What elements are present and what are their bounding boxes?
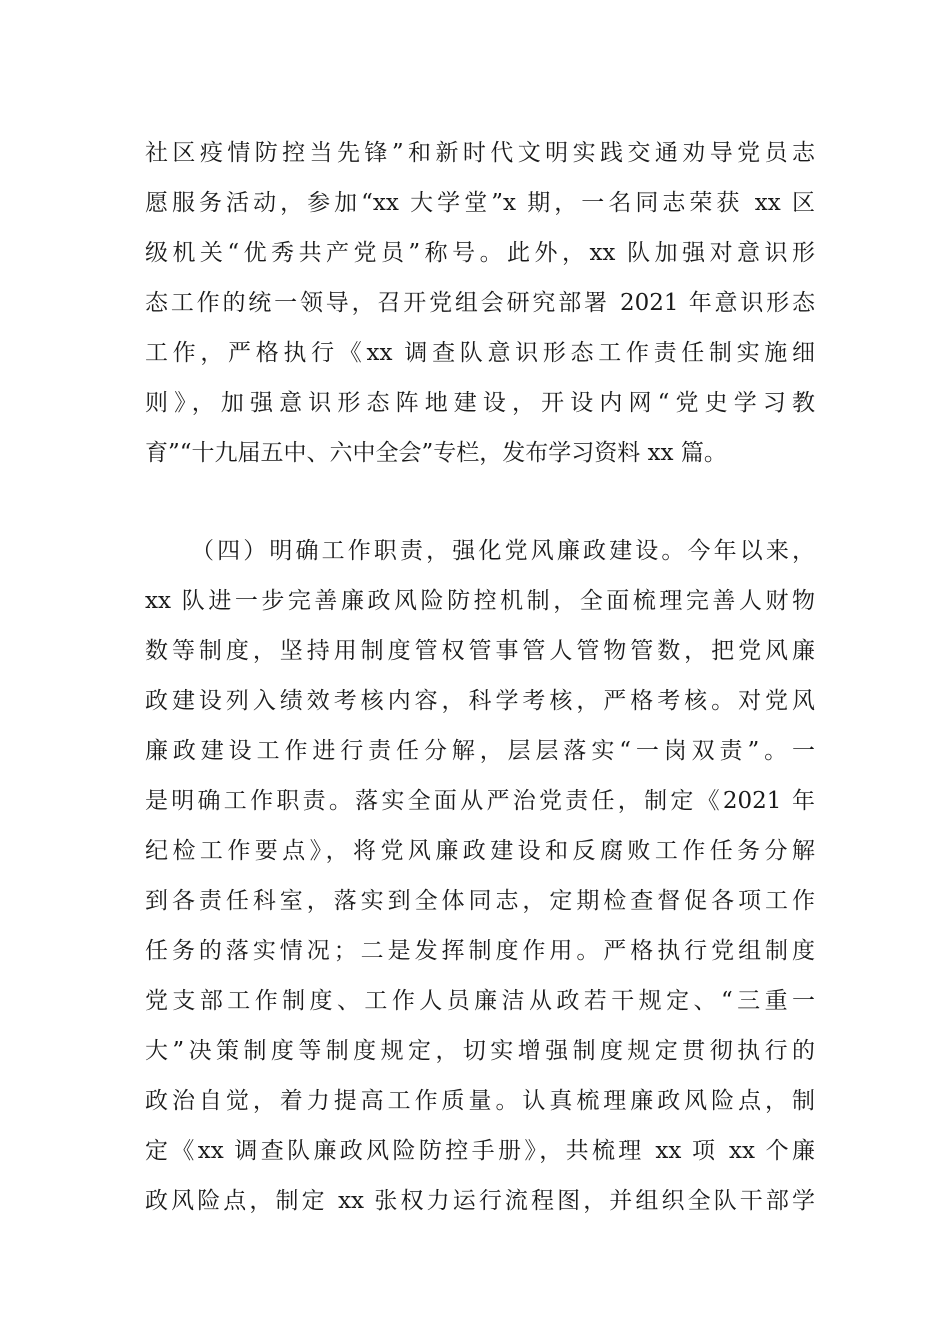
- text-line: 工作，严格执行《xx 调查队意识形态工作责任制实施细: [145, 340, 815, 366]
- text-line: 纪检工作要点》，将党风廉政建设和反腐败工作任务分解: [145, 838, 815, 864]
- text-line: 大”决策制度等制度规定，切实增强制度规定贯彻执行的: [145, 1038, 815, 1064]
- text-line: xx 队进一步完善廉政风险防控机制，全面梳理完善人财物: [145, 588, 815, 614]
- text-line: 态工作的统一领导，召开党组会研究部署 2021 年意识形态: [145, 290, 815, 316]
- text-line: 党支部工作制度、工作人员廉洁从政若干规定、“三重一: [145, 988, 815, 1014]
- text-line: 育”“十九届五中、六中全会”专栏，发布学习资料 xx 篇。: [145, 440, 727, 466]
- text-line: [145, 1226, 815, 1276]
- text-line: 级机关“优秀共产党员”称号。此外，xx 队加强对意识形: [145, 240, 815, 266]
- paragraph-section-four: [145, 526, 815, 1276]
- text-line: 愿服务活动，参加“xx 大学堂”x 期，一名同志荣获 xx 区: [145, 190, 815, 216]
- text-line: 定《xx 调查队廉政风险防控手册》，共梳理 xx 项 xx 个廉: [145, 1138, 815, 1164]
- text-line: 政治自觉，着力提高工作质量。认真梳理廉政风险点，制: [145, 1088, 815, 1114]
- text-line: 到各责任科室，落实到全体同志，定期检查督促各项工作: [145, 888, 815, 914]
- paragraph-ideology-work: [145, 128, 815, 478]
- text-line: 任务的落实情况；二是发挥制度作用。严格执行党组制度: [145, 938, 815, 964]
- section-heading-line: （四）明确工作职责，强化党风廉政建设。今年以来，: [191, 538, 815, 564]
- text-line: 社区疫情防控当先锋”和新时代文明实践交通劝导党员志: [145, 140, 815, 166]
- text-line: 数等制度，坚持用制度管权管事管人管物管数，把党风廉: [145, 638, 815, 664]
- text-line: 是明确工作职责。落实全面从严治党责任，制定《2021 年: [145, 788, 815, 814]
- text-line: 则》，加强意识形态阵地建设，开设内网“党史学习教: [145, 390, 815, 416]
- text-line: 政风险点，制定 xx 张权力运行流程图，并组织全队干部学: [145, 1188, 815, 1214]
- text-line: 廉政建设工作进行责任分解，层层落实“一岗双责”。一: [145, 738, 815, 764]
- text-line: 政建设列入绩效考核内容，科学考核，严格考核。对党风: [145, 688, 815, 714]
